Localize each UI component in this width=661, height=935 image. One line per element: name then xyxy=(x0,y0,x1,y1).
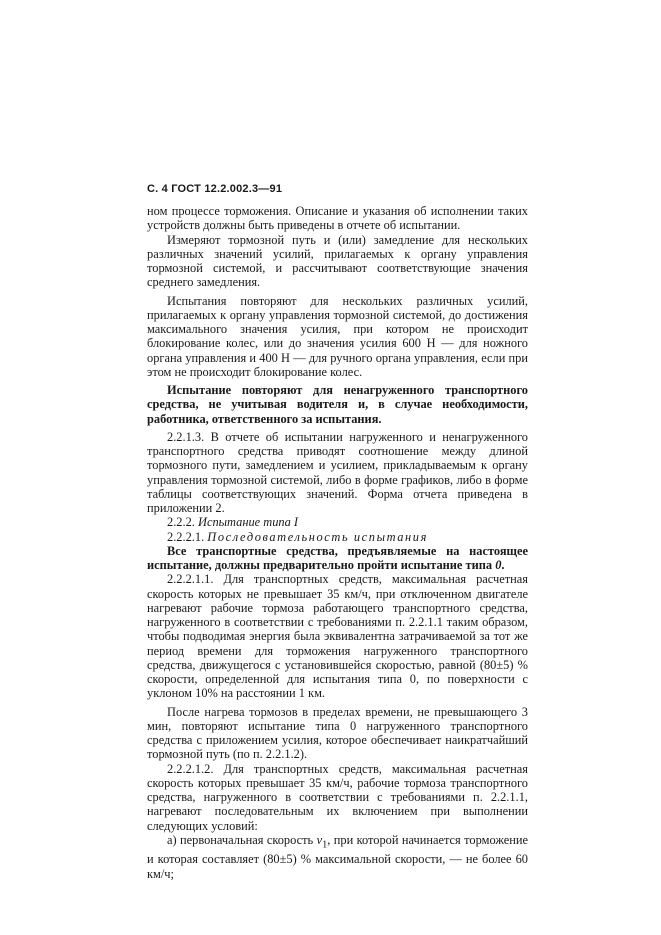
paragraph-after-heating: После нагрева тормозов в пределах времени, не превышающего 3 мин, повторяют испытание типа 0 нагруженного транспортного средства с приложением усилия, которое обеспечивает наикратчайший тормозной путь (по п. 2.2.1.2). xyxy=(147,704,528,762)
heading-title: Последовательность испытания xyxy=(207,529,428,544)
paragraph-preliminary-test: Все транспортные средства, предъявляемые на настоящее испытание, должны предварительно пройти испытание типа 0. xyxy=(147,543,528,572)
heading-2-2-2-1 xyxy=(147,530,528,544)
paragraph-braking-description: ном процессе торможения. Описание и указания об исполнении таких устройств должны быть приведены в отчете об испытании. xyxy=(147,204,528,233)
paragraph-2-2-1-3: 2.2.1.3. В отчете об испытании нагруженного и ненагруженного транспортного средства приводят соотношение между длиной тормозного пути, замедлением и усилием, прикладываемым к органу управления тормозной системой, либо в форме графиков, либо в форме таблицы соответствующих значений. Форма отчета приведена в приложении 2. xyxy=(147,429,528,515)
paragraph-condition-a: а) первоначальная скорость $v_1$, при которой начинается торможение и которая составляет (80±5) % максимальной скорости, — не более 60 км/ч; xyxy=(147,832,528,881)
page-header: С. 4 ГОСТ 12.2.002.3—91 xyxy=(147,183,283,195)
paragraph-measure-braking: Измеряют тормозной путь и (или) замедление для нескольких различных значений усилий, прилагаемых к органу управления тормозной системой, и рассчитывают соответствующие значения среднего замедления. xyxy=(147,232,528,290)
heading-2-2-2 xyxy=(147,515,528,529)
paragraph-2-2-2-1-2: 2.2.2.1.2. Для транспортных средств, максимальная расчетная скорость которых превышает 35 км/ч, рабочие тормоза транспортного средства, нагруженного в соответствии с требованиями п. 2.2.1.1, нагревают последовательным их включением при выполнении следующих условий: xyxy=(147,761,528,833)
heading-number: 2.2.2.1. xyxy=(167,529,205,544)
paragraph-2-2-2-1-1: 2.2.2.1.1. Для транспортных средств, максимальная расчетная скорость которых не превышает 35 км/ч, при отключенном двигателе нагревают рабочие тормоза работающего транспортного средства, нагруженного в соответствии с требованиями п. 2.2.1.1 таким образом, чтобы подводимая энергия была эквивалентна затрачиваемой за тот же период времени для торможения нагруженного транспортного средства, движущегося с установившейся скоростью, равной (80±5) % скорости, определенной для испытания типа 0, по поверхности с уклоном 10% на расстоянии 1 км. xyxy=(147,572,528,701)
paragraph-repeat-tests: Испытания повторяют для нескольких различных усилий, прилагаемых к органу управления тормозной системой, до достижения максимального значения усилия, при котором не происходит блокирование колес, или до значения усилия 600 Н — для ножного органа управления и 400 Н — для ручного органа управления, если при этом не происходит блокирование колес. xyxy=(147,293,528,379)
body-text xyxy=(147,204,528,881)
heading-title: Испытание типа I xyxy=(198,515,299,530)
heading-number: 2.2.2. xyxy=(167,515,195,530)
paragraph-unloaded-test: Испытание повторяют для ненагруженного транспортного средства, не учитывая водителя и, в случае необходимости, работника, ответственного за испытания. xyxy=(147,383,528,426)
